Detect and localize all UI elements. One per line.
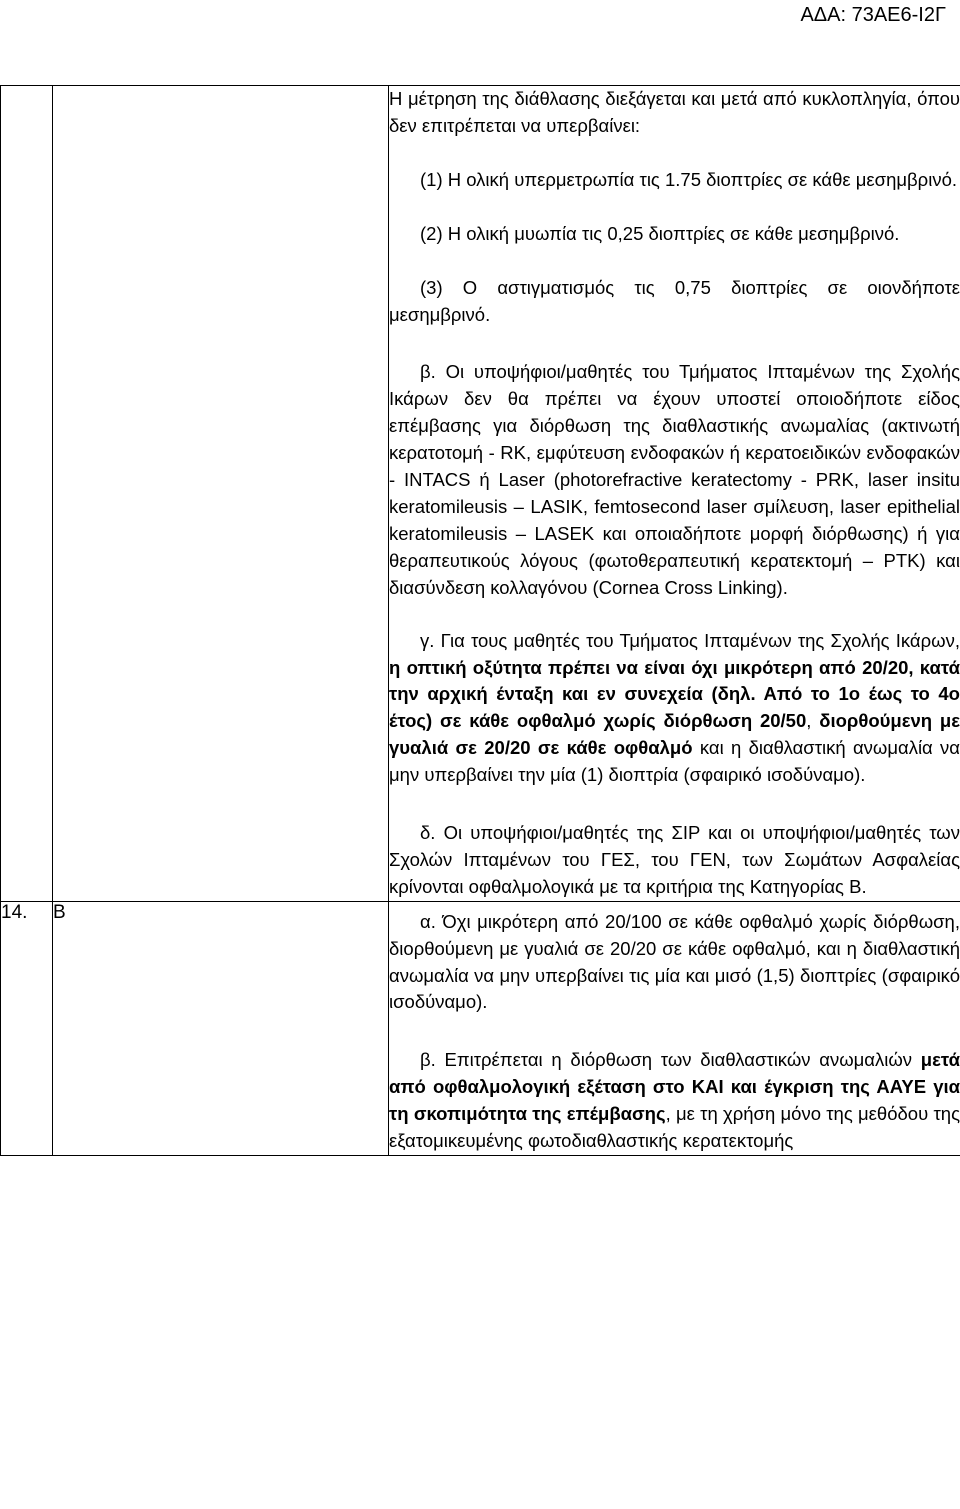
gamma-text-1: γ. Για τους μαθητές του Τμήματος Ιπταμένων της Σχολής Ικάρων,: [420, 629, 960, 651]
item-1-paragraph: (1) Η ολική υπερμετρωπία τις 1.75 διοπτρίες σε κάθε μεσημβρινό.: [420, 168, 957, 190]
document-id: ΑΔΑ: 73ΑΕ6-Ι2Γ: [800, 4, 946, 26]
beta-b-text-2: , με τη χρήση μόνο της μεθόδου της εξατομικευμένης φωτοδιαθλαστικής κερατεκτομής: [389, 1103, 960, 1152]
gamma-bold-1: η οπτική οξύτητα πρέπει να είναι όχι μικρότερη από 20/20, κατά την αρχική ένταξη και εν συνεχεία (δηλ. Από το 1ο έως το 4ο έτος) σε κάθε οφθαλμό χωρίς διόρθωση 20/50: [389, 656, 960, 732]
item-2-paragraph: (2) Η ολική μυωπία τις 0,25 διοπτρίες σε κάθε μεσημβρινό.: [420, 222, 900, 244]
beta-b-text-1: β. Επιτρέπεται η διόρθωση των διαθλαστικών ανωμαλιών: [420, 1049, 921, 1071]
beta-paragraph: β. Οι υποψήφιοι/μαθητές του Τμήματος Ιπταμένων της Σχολής Ικάρων δεν θα πρέπει να έχουν υποστεί οποιοδήποτε είδος επέμβασης για διόρθωση της διαθλαστικής ανωμαλίας (ακτινωτή κερατοτομή - RK, εμφύτευση ενδοφακών ή κερατοειδικών ενδοφακών - INTACS ή Laser (photorefractive keratectomy - PRK, laser insitu keratomileusis – LASIK, femtosecond laser σμίλευση, laser epithelial keratomileusis – LASEK και οποιαδήποτε μορφή διόρθωσης) ή για θεραπευτικούς λόγους (φωτοθεραπευτική κερατεκτομή – PTK) και διασύνδεση κολλαγόνου (Cornea Cross Linking).: [389, 361, 960, 598]
criteria-cell: [389, 901, 960, 1155]
intro-paragraph: Η μέτρηση της διάθλασης διεξάγεται και μετά από κυκλοπληγία, όπου δεν επιτρέπεται να υπερβαίνει:: [389, 88, 960, 136]
item-3-paragraph: (3) Ο αστιγματισμός τις 0,75 διοπτρίες σε οιονδήποτε μεσημβρινό.: [389, 276, 960, 325]
gamma-paragraph: [389, 628, 960, 789]
criteria-table: [0, 85, 960, 1156]
category-cell: [53, 86, 389, 902]
delta-paragraph: δ. Οι υποψήφιοι/μαθητές της ΣΙΡ και οι υποψήφιοι/μαθητές των Σχολών Ιπταμένων του ΓΕΣ, του ΓΕΝ, των Σωμάτων Ασφαλείας κρίνονται οφθαλμολογικά με τα κριτήρια της Κατηγορίας Β.: [389, 822, 960, 897]
criteria-cell: [389, 86, 960, 902]
gamma-bold-2: διορθούμενη με γυαλιά σε 20/20 σε κάθε οφθαλμό: [389, 710, 960, 759]
table-row: [1, 901, 960, 1155]
gamma-text-2: ,: [806, 710, 820, 732]
beta-b-bold: μετά από οφθαλμολογική εξέταση στο ΚΑΙ και έγκριση της ΑΑΥΕ για τη σκοπιμότητα της επέμβασης: [389, 1049, 960, 1125]
beta-paragraph-b: [389, 1047, 960, 1155]
gamma-text-3: και η διαθλαστική ανωμαλία να μην υπερβαίνει την μία (1) διοπτρία (σφαιρικό ισοδύναμο).: [389, 737, 960, 786]
table-row: [1, 86, 960, 902]
row-number: 14.: [1, 901, 53, 1155]
number-cell: [1, 86, 53, 902]
alpha-paragraph: α. Όχι μικρότερη από 20/100 σε κάθε οφθαλμό χωρίς διόρθωση, διορθούμενη με γυαλιά σε 20/20 σε κάθε οφθαλμό, και η διαθλαστική ανωμαλία να μην υπερβαίνει τις μία και μισό (1,5) διοπτρίες (σφαιρικό ισοδύναμο).: [389, 910, 960, 1013]
row-category: Β: [53, 901, 389, 1155]
